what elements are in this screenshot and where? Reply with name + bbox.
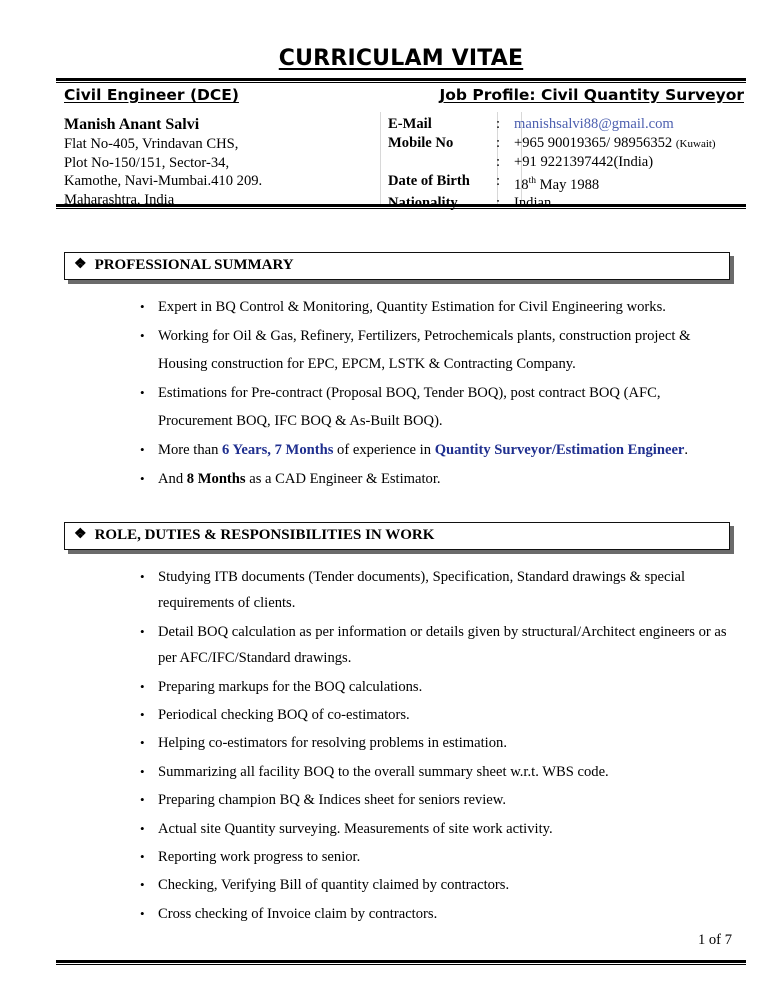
bullet-dot-icon: •: [140, 905, 145, 921]
mobile-number-kuwait: +965 90019365/ 98956352: [514, 134, 673, 151]
section-heading-text: ROLE, DUTIES & RESPONSIBILITIES IN WORK: [94, 527, 435, 543]
dob-month-year: May 1988: [535, 176, 600, 193]
address-line: Kamothe, Navi-Mumbai.410 209.: [64, 173, 263, 189]
bullet-dot-icon: •: [140, 707, 145, 723]
section-heading-text: PROFESSIONAL SUMMARY: [94, 257, 294, 273]
header-top-rule: [56, 78, 746, 83]
dob-ordinal-suffix: th: [528, 175, 536, 186]
list-item-text: Preparing champion BQ & Indices sheet for seniors review.: [158, 792, 506, 809]
list-item: [136, 322, 736, 379]
bullet-dot-icon: •: [140, 299, 145, 314]
list-item-text: [158, 442, 688, 458]
header-role-line: [64, 86, 744, 110]
plain-text: More than: [158, 441, 223, 458]
page-title: CURRICULAM VITAE: [278, 46, 524, 71]
list-item: [136, 465, 736, 494]
bullet-dot-icon: •: [140, 678, 145, 694]
bullet-dot-icon: •: [140, 877, 145, 893]
list-item-text: Expert in BQ Control & Monitoring, Quantity Estimation for Civil Engineering works.: [158, 299, 666, 315]
bullet-dot-icon: •: [140, 441, 145, 457]
contact-label: Mobile No: [388, 134, 454, 151]
list-item: [136, 844, 736, 870]
bullet-dot-icon: •: [140, 384, 145, 400]
list-item-text: Actual site Quantity surveying. Measurements of site work activity.: [158, 820, 553, 837]
role-title: Civil Engineer (DCE): [64, 86, 239, 104]
list-item: [136, 759, 736, 785]
address-block: [64, 114, 364, 209]
address-line: Plot No-150/151, Sector-34,: [64, 154, 230, 171]
page-number: 1 of 7: [697, 932, 732, 948]
contact-label: E-Mail: [388, 116, 432, 132]
footer-rule: [56, 960, 746, 965]
header-bottom-rule: [56, 204, 746, 209]
diamond-bullet-icon: ❖: [74, 257, 87, 272]
list-item: [136, 293, 736, 322]
email-link[interactable]: manishsalvi88@gmail.com: [514, 116, 674, 132]
list-item: [136, 379, 736, 436]
list-item-text: Reporting work progress to senior.: [158, 849, 361, 866]
list-item-text: Cross checking of Invoice claim by contractors.: [158, 905, 438, 922]
contact-colon: :: [496, 116, 501, 132]
list-item-text: [158, 471, 441, 487]
contact-colon: :: [496, 195, 501, 212]
contact-value: [514, 115, 738, 134]
diamond-bullet-icon: ❖: [74, 527, 87, 542]
plain-text: of experience in: [333, 441, 435, 458]
contact-row-dob: [388, 172, 738, 194]
section-header-professional-summary: [64, 252, 730, 280]
contact-label: Date of Birth: [388, 172, 470, 189]
emphasis-text: 8 Months: [186, 470, 246, 487]
contact-row-mobile-alt: [388, 153, 738, 172]
job-profile-title: Job Profile: Civil Quantity Surveyor: [439, 86, 744, 104]
list-item-text: Checking, Verifying Bill of quantity claimed by contractors.: [158, 877, 510, 894]
list-item-text: Studying ITB documents (Tender documents), Specification, Standard drawings & special requirements of clients.: [158, 569, 686, 612]
list-item-text: Helping co-estimators for resolving problems in estimation.: [158, 735, 507, 752]
mobile-number-india: +91 9221397442(India): [514, 154, 654, 171]
bullet-dot-icon: •: [140, 327, 145, 343]
list-item: [136, 816, 736, 842]
address-line: Maharashtra, India: [64, 191, 175, 208]
list-item-text: Periodical checking BOQ of co-estimators.: [158, 707, 410, 724]
section-header-inner: [74, 257, 294, 274]
contact-cell-divider: [380, 112, 381, 204]
dob-day: 18: [514, 176, 529, 193]
list-item: [136, 901, 736, 927]
plain-text: as a CAD Engineer & Estimator.: [245, 470, 441, 487]
mobile-country-note: (Kuwait): [675, 137, 716, 150]
contact-label: [388, 153, 496, 172]
bullet-dot-icon: •: [140, 623, 145, 639]
contact-colon: :: [496, 154, 501, 171]
address-line: Flat No-405, Vrindavan CHS,: [64, 136, 239, 152]
professional-summary-list: [136, 293, 736, 493]
list-item: [136, 730, 736, 756]
highlight-text: 6 Years, 7 Months: [222, 441, 334, 458]
contact-row-email: [388, 115, 738, 134]
contact-details-table: [388, 115, 738, 213]
contact-label: Nationality: [388, 195, 458, 212]
list-item-text: Detail BOQ calculation as per information or details given by structural/Architect engineers or as per AFC/IFC/Standard drawings.: [158, 623, 727, 667]
candidate-name: Manish Anant Salvi: [64, 116, 200, 133]
contact-colon: :: [496, 134, 501, 151]
contact-colon: :: [496, 172, 501, 189]
list-item: [136, 674, 736, 700]
bullet-dot-icon: •: [140, 569, 145, 584]
list-item: [136, 436, 736, 465]
list-item: [136, 564, 736, 617]
list-item: [136, 702, 736, 728]
list-item-text: Working for Oil & Gas, Refinery, Fertilizers, Petrochemicals plants, construction project & Housing construction for EPC, EPCM, LSTK & Contracting Company.: [158, 327, 691, 373]
bullet-dot-icon: •: [140, 820, 145, 836]
bullet-dot-icon: •: [140, 470, 145, 486]
bullet-dot-icon: •: [140, 849, 145, 865]
list-item: [136, 787, 736, 813]
list-item: [136, 872, 736, 898]
plain-text: And: [158, 470, 187, 487]
nationality-value: Indian: [514, 195, 552, 212]
list-item-text: Estimations for Pre-contract (Proposal BOQ, Tender BOQ), post contract BOQ (AFC, Procurement BOQ, IFC BOQ & As-Built BOQ).: [158, 384, 661, 430]
list-item-text: Preparing markups for the BOQ calculations.: [158, 678, 423, 695]
bullet-dot-icon: •: [140, 763, 145, 779]
plain-text: .: [684, 441, 689, 458]
section-header-role-duties: [64, 522, 730, 550]
role-duties-list: [136, 564, 736, 929]
highlight-text: Quantity Surveyor/Estimation Engineer: [434, 441, 685, 458]
contact-value: [514, 172, 738, 194]
bullet-dot-icon: •: [140, 792, 145, 808]
contact-row-mobile: [388, 134, 738, 154]
contact-value: [514, 134, 738, 154]
section-header-inner: [74, 527, 434, 544]
list-item-text: Summarizing all facility BOQ to the overall summary sheet w.r.t. WBS code.: [158, 763, 609, 780]
list-item: [136, 619, 736, 672]
bullet-dot-icon: •: [140, 735, 145, 751]
